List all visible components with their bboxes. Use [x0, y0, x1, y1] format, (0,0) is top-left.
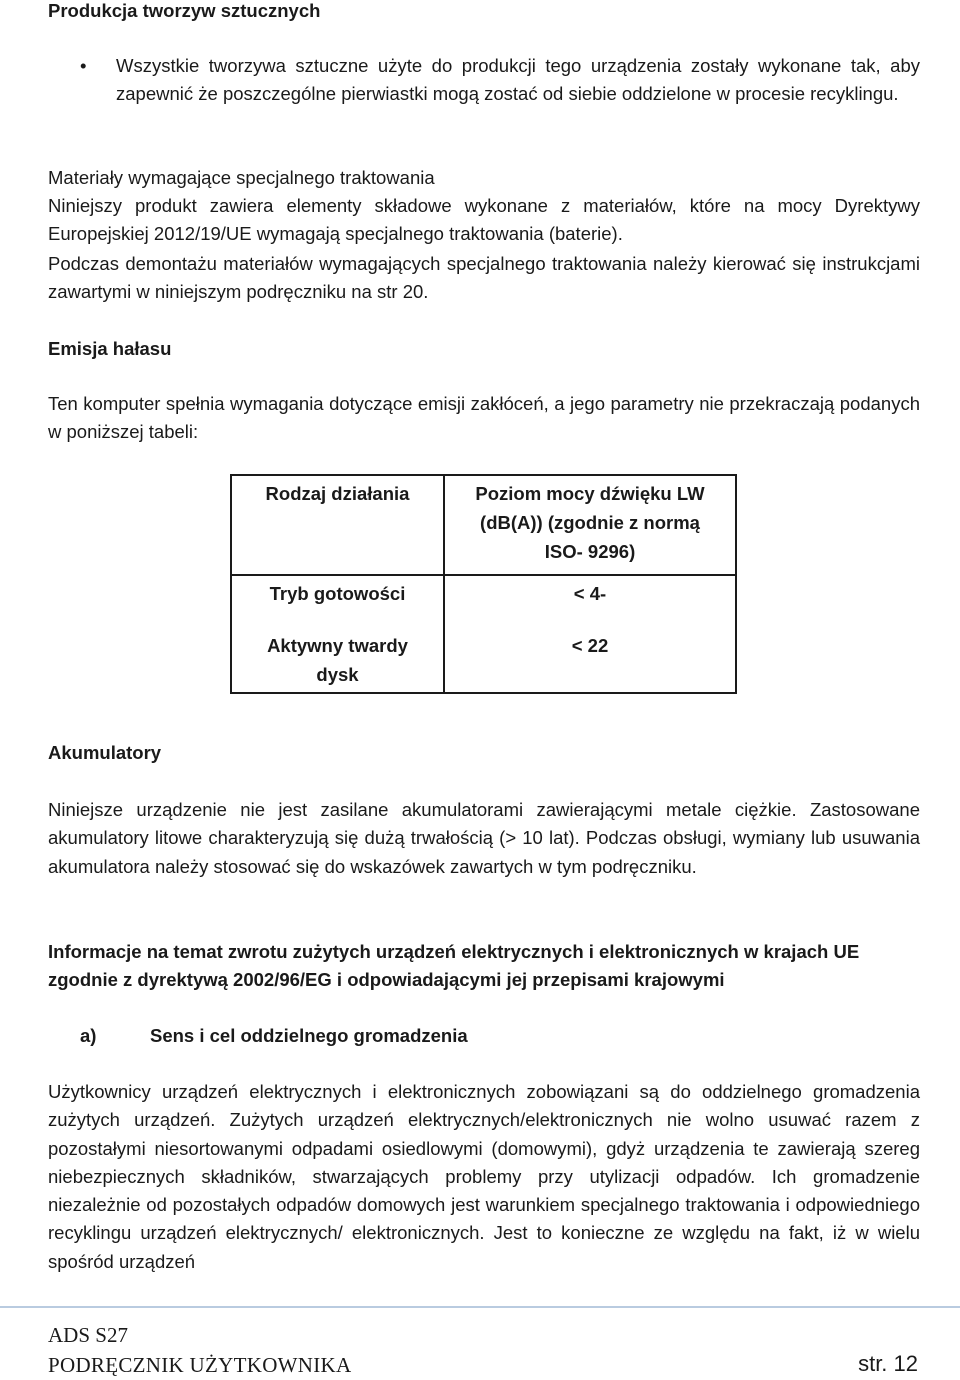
footer-model-name: ADS S27	[48, 1323, 128, 1347]
table-header-level-line-3: ISO- 9296)	[544, 541, 636, 562]
weee-paragraph: Użytkownicy urządzeń elektrycznych i elektronicznych zobowiązani są do oddzielnego gromadzenia zużytych urządzeń. Zużytych urządzeń elektrycznych/elektronicznych nie wolno usuwać razem z pozostałymi niesortowanymi odpadami osiedlowymi (domowymi), gdyż urządzenia te zawierają szereg niebezpiecznych składników, stwarzających problemy przy utylizacji odpadów. Ich gromadzenie niezależnie od pozostałych odpadów domowych jest warunkiem specjalnego traktowania i odpowiedniego recyklingu urządzeń elektrycznych/ elektronicznych. Jest to konieczne ze względu na fakt, iż w wielu spośród urządzeń	[48, 1081, 920, 1272]
subsection-label: a)	[80, 1025, 97, 1046]
materials-paragraph-2: Podczas demontażu materiałów wymagających specjalnego traktowania należy kierować się instrukcjami zawartymi w niniejszym podręczniku na str 20.	[48, 253, 920, 303]
footer-divider	[0, 1306, 960, 1308]
table-row	[231, 575, 736, 615]
section-title-batteries: Akumulatory	[48, 742, 162, 763]
subsection-heading	[48, 1022, 920, 1050]
table-header-level-line-1: Poziom mocy dźwięku LW	[475, 483, 705, 504]
table-header-row	[231, 475, 736, 575]
table-cell-mode-line-1: Aktywny twardy	[267, 635, 408, 656]
section-title-noise: Emisja hałasu	[48, 338, 172, 359]
table-cell-value: < 22	[444, 615, 736, 693]
table-cell-mode	[231, 615, 444, 693]
table-header-level-line-2: (dB(A)) (zgodnie z normą	[480, 512, 700, 533]
table-header-mode	[231, 475, 444, 575]
bullet-text: Wszystkie tworzywa sztuczne użyte do produkcji tego urządzenia zostały wykonane tak, aby zapewnić że poszczególne pierwiastki mogą zostać od siebie oddzielone w procesie recyklingu.	[116, 55, 920, 105]
table-header-level	[444, 475, 736, 575]
noise-intro-paragraph: Ten komputer spełnia wymagania dotyczące emisji zakłóceń, a jego parametry nie przekraczają podanych w poniższej tabeli:	[48, 393, 920, 443]
batteries-paragraph: Niniejsze urządzenie nie jest zasilane akumulatorami zawierającymi metale ciężkie. Zastosowane akumulatory litowe charakteryzują się dużą trwałością (> 10 lat). Podczas obsługi, wymiany lub usuwania akumulatora należy stosować się do wskazówek zawartych w tym podręczniku.	[48, 799, 920, 877]
footer-page-number: str. 12	[858, 1351, 918, 1376]
footer-manual-title: PODRĘCZNIK UŻYTKOWNIKA	[48, 1353, 352, 1377]
table-cell-mode: Tryb gotowości	[231, 575, 444, 615]
table-row	[231, 615, 736, 693]
bullet-icon: •	[80, 55, 87, 76]
section-title-plastics: Produkcja tworzyw sztucznych	[48, 0, 321, 21]
section-title-weee: Informacje na temat zwrotu zużytych urządzeń elektrycznych i elektronicznych w krajach UE zgodnie z dyrektywą 2002/96/EG i odpowiadającymi jej przepisami krajowymi	[48, 941, 860, 990]
subsection-title: Sens i cel oddzielnego gromadzenia	[150, 1025, 468, 1046]
noise-level-table	[230, 474, 737, 694]
table-header-mode-label: Rodzaj działania	[265, 483, 410, 504]
bullet-list-item	[80, 52, 920, 109]
table-cell-mode-line-2: dysk	[316, 664, 359, 685]
table-cell-value: < 4-	[444, 575, 736, 615]
section-title-materials: Materiały wymagające specjalnego traktowania	[48, 167, 435, 188]
materials-paragraph-1: Niniejszy produkt zawiera elementy składowe wykonane z materiałów, które na mocy Dyrektywy Europejskiej 2012/19/UE wymagają specjalnego traktowania (baterie).	[48, 195, 920, 245]
